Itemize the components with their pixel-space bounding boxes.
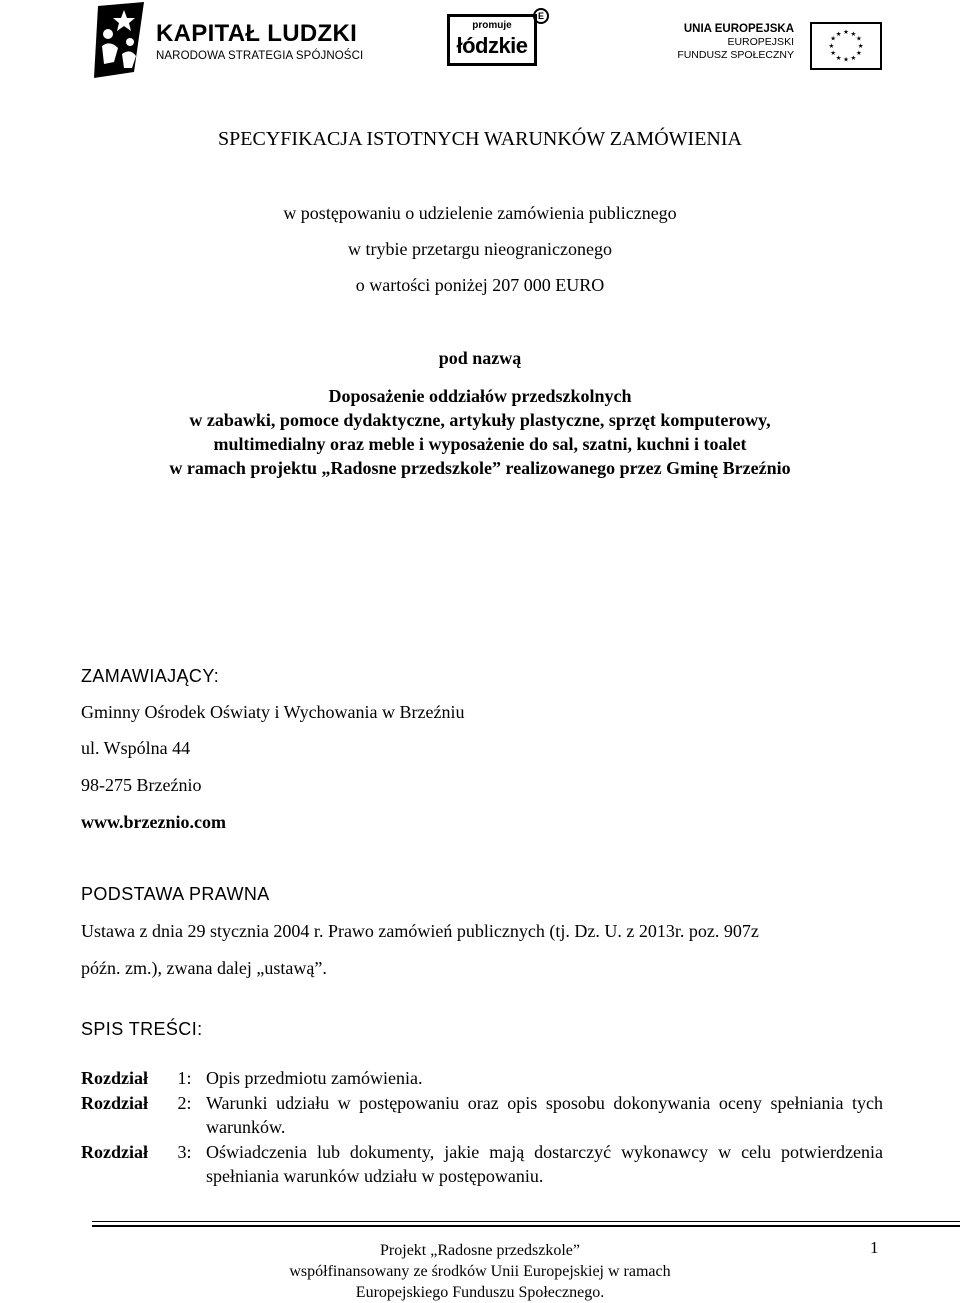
toc-item-number: 1: <box>177 1068 192 1088</box>
footer-line-3: Europejskiego Funduszu Społecznego. <box>355 1284 605 1301</box>
svg-text:★: ★ <box>830 49 837 58</box>
table-of-contents <box>81 1066 883 1189</box>
toc-item-label <box>81 1091 206 1139</box>
toc-item-3 <box>81 1140 883 1188</box>
tender-name-line-1: Doposażenie oddziałów przedszkolnych <box>328 386 632 406</box>
eu-logo-line1: UNIA EUROPEJSKA <box>683 23 794 35</box>
toc-item-label <box>81 1066 206 1090</box>
svg-text:★: ★ <box>835 29 842 38</box>
tender-name-line-2: w zabawki, pomoce dydaktyczne, artykuły plastyczne, sprzęt komputerowy, <box>189 410 771 430</box>
orderer-city: 98-275 Brzeźnio <box>81 775 202 795</box>
toc-item-text: Warunki udziału w postępowaniu oraz opis sposobu dokonywania oceny spełniania tych warunków. <box>206 1093 883 1137</box>
e-mark-icon: E <box>533 8 549 24</box>
eu-logo-line2: EUROPEJSKI <box>727 36 794 48</box>
svg-text:★: ★ <box>857 41 864 50</box>
footer-line-2: współfinansowany ze środków Unii Europejskiej w ramach <box>289 1263 671 1280</box>
lodzkie-logo-frame <box>447 14 537 66</box>
page-number: 1 <box>870 1238 879 1257</box>
orderer-website: www.brzeznio.com <box>81 812 226 832</box>
lodzkie-logo-name: łódzkie <box>456 33 528 58</box>
kapital-ludzki-logo <box>94 2 364 80</box>
name-label: pod nazwą <box>438 348 522 368</box>
toc-item-2 <box>81 1091 883 1139</box>
svg-text:★: ★ <box>850 29 857 38</box>
toc-item-text: Oświadczenia lub dokumenty, jakie mają dostarczyć wykonawcy w celu potwierdzenia spełniania warunków udziału w postępowaniu. <box>206 1142 883 1186</box>
footer-divider-thick <box>92 1225 960 1227</box>
logo-title: KAPITAŁ LUDZKI <box>156 20 358 47</box>
procedure-line-2: w trybie przetargu nieograniczonego <box>347 239 613 259</box>
toc-item-1 <box>81 1066 883 1090</box>
eu-logo-line3: FUNDUSZ SPOŁECZNY <box>677 49 794 61</box>
svg-text:★: ★ <box>855 34 862 43</box>
lodzkie-logo-top: promuje <box>472 20 512 31</box>
svg-text:★: ★ <box>855 49 862 58</box>
toc-item-number: 2: <box>177 1093 192 1113</box>
eu-flag-icon <box>810 22 882 70</box>
tender-name-line-3: multimedialny oraz meble i wyposażenie do sal, szatni, kuchni i toalet <box>213 434 747 454</box>
toc-item-word: Rozdział <box>81 1093 148 1113</box>
footer-divider-thin <box>92 1221 960 1222</box>
svg-text:★: ★ <box>843 55 849 64</box>
orderer-name: Gminny Ośrodek Oświaty i Wychowania w Brzeźniu <box>81 702 465 722</box>
toc-item-word: Rozdział <box>81 1068 148 1088</box>
toc-item-number: 3: <box>177 1142 192 1162</box>
kapital-ludzki-emblem-icon <box>94 2 150 78</box>
svg-text:★: ★ <box>828 41 835 50</box>
orderer-heading: ZAMAWIAJĄCY: <box>81 666 220 686</box>
svg-text:★: ★ <box>835 53 842 62</box>
orderer-street: ul. Wspólna 44 <box>81 738 191 758</box>
toc-item-text: Opis przedmiotu zamówienia. <box>206 1068 423 1088</box>
procedure-line-1: w postępowaniu o udzielenie zamówienia publicznego <box>283 203 677 223</box>
svg-text:★: ★ <box>830 34 837 43</box>
footer-line-1: Projekt „Radosne przedszkole” <box>380 1242 580 1259</box>
toc-heading: SPIS TREŚCI: <box>81 1019 203 1039</box>
eu-logo-text <box>677 22 794 62</box>
tender-name-line-4: w ramach projektu „Radosne przedszkole” realizowanego przez Gminę Brzeźnio <box>169 458 791 478</box>
legal-basis-heading: PODSTAWA PRAWNA <box>81 884 270 904</box>
document-title: SPECYFIKACJA ISTOTNYCH WARUNKÓW ZAMÓWIENIA <box>218 128 742 150</box>
toc-item-word: Rozdział <box>81 1142 148 1162</box>
procedure-line-3: o wartości poniżej 207 000 EURO <box>355 275 605 295</box>
toc-item-label <box>81 1140 206 1188</box>
logo-subtitle: NARODOWA STRATEGIA SPÓJNOŚCI <box>156 50 364 62</box>
eu-logo <box>677 22 886 74</box>
legal-basis-line-2: późn. zm.), zwana dalej „ustawą”. <box>81 958 327 978</box>
promuje-lodzkie-logo <box>447 8 551 70</box>
svg-text:★: ★ <box>850 53 857 62</box>
svg-text:★: ★ <box>843 28 849 37</box>
legal-basis-line-1: Ustawa z dnia 29 stycznia 2004 r. Prawo zamówień publicznych (tj. Dz. U. z 2013r. poz. 907z <box>81 921 759 941</box>
